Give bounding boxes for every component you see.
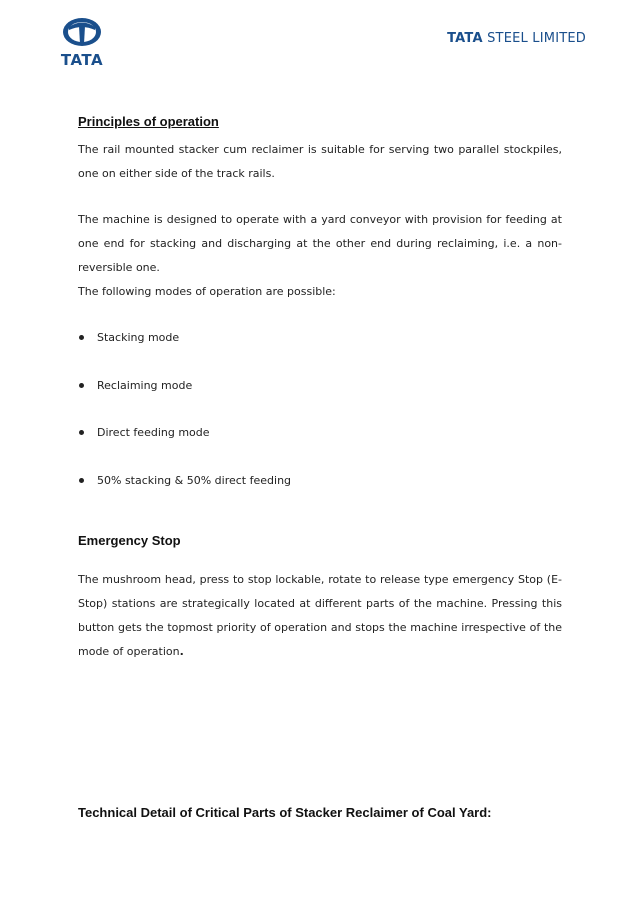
list-item (78, 379, 192, 392)
principles-paragraph-2: The machine is designed to operate with a yard conveyor with provision for feeding at one end for stacking and discharging at the other end during reclaiming, i.e. a non-reversible one. (78, 213, 562, 274)
tata-logo (50, 16, 114, 74)
list-item (78, 474, 291, 487)
list-item-label: Stacking mode (97, 331, 180, 344)
list-item (78, 331, 179, 344)
principles-heading: Principles of operation (78, 114, 219, 129)
tata-emblem-icon (50, 16, 114, 50)
company-name-bold: TATA (447, 31, 483, 46)
emergency-paragraph-period: . (179, 645, 184, 658)
principles-paragraph-1: The rail mounted stacker cum reclaimer is suitable for serving two parallel stockpiles, one on either side of the track rails. (78, 143, 562, 180)
list-item-label: Reclaiming mode (97, 379, 193, 392)
list-item-label: 50% stacking & 50% direct feeding (97, 474, 292, 487)
logo-wordmark: TATA (60, 51, 104, 69)
principles-paragraph-3: The following modes of operation are possible: (78, 285, 336, 298)
list-item-label: Direct feeding mode (97, 426, 210, 439)
emergency-paragraph-text: The mushroom head, press to stop lockable, rotate to release type emergency Stop (E-Stop) stations are strategically located at different parts of the machine. Pressing this button gets the topmost priority of operation and stops the machine irrespective of the mode of operation (78, 573, 562, 658)
emergency-paragraph (78, 568, 562, 664)
bullet-icon (79, 478, 84, 483)
bullet-icon (79, 430, 84, 435)
company-name-rest: STEEL LIMITED (487, 31, 586, 46)
emergency-heading: Emergency Stop (78, 533, 181, 548)
list-item (78, 426, 210, 439)
technical-heading: Technical Detail of Critical Parts of Stacker Reclaimer of Coal Yard: (78, 805, 492, 820)
company-name (447, 31, 586, 46)
bullet-icon (79, 383, 84, 388)
bullet-icon (79, 335, 84, 340)
